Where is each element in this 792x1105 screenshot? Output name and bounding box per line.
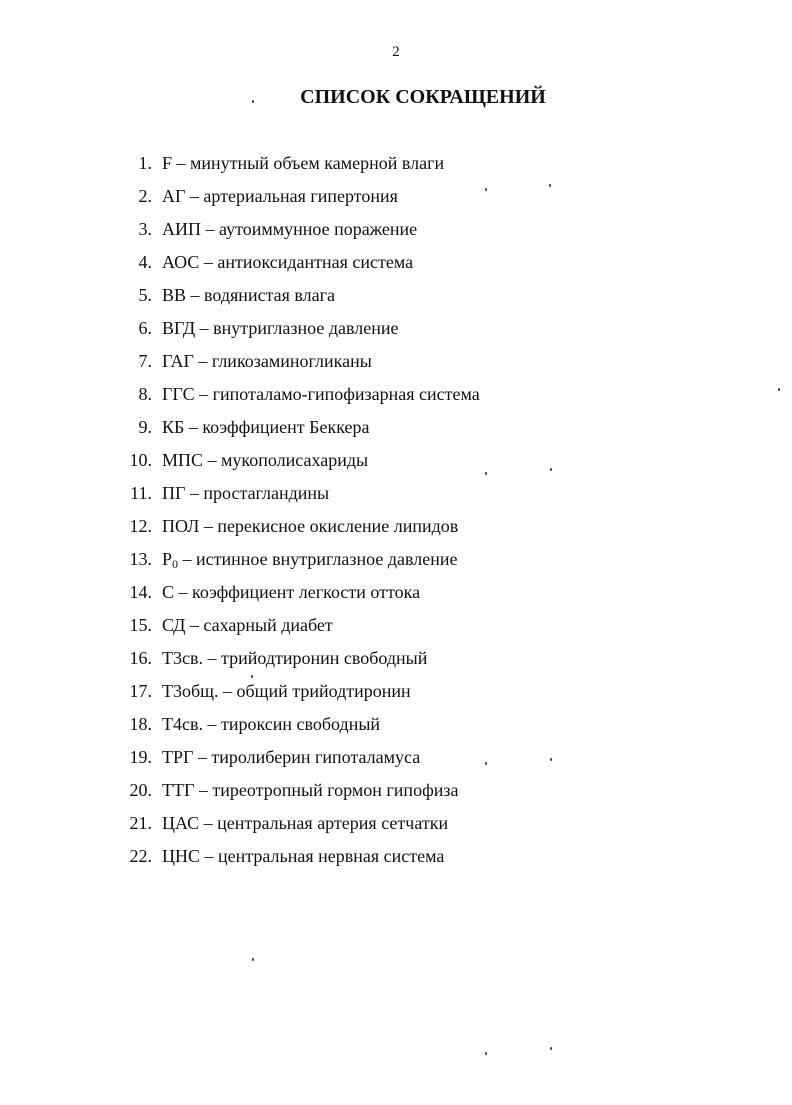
item-text (162, 774, 458, 807)
dash-separator: – (182, 549, 192, 569)
item-number: 6. (138, 318, 152, 338)
dash-separator: – (188, 417, 198, 437)
item-text (162, 312, 399, 345)
item-number: 3. (138, 219, 152, 239)
page-title: СПИСОК СОКРАЩЕНИЙ (300, 86, 546, 108)
abbreviation-subscript: 0 (172, 557, 179, 571)
dash-separator: – (223, 681, 233, 701)
abbreviation: АГ (162, 186, 186, 206)
scan-speck (778, 388, 780, 391)
abbreviation: ВВ (162, 285, 187, 305)
abbreviation: АИП (162, 219, 201, 239)
item-number: 5. (138, 285, 152, 305)
abbreviation: ГГС (162, 384, 195, 404)
dash-separator: – (178, 582, 188, 602)
dash-separator: – (198, 780, 208, 800)
definition: тиреотропный гормон гипофиза (212, 780, 459, 800)
abbreviation: ТТГ (162, 780, 195, 800)
definition: антиоксидантная система (217, 252, 414, 272)
item-number: 4. (138, 252, 152, 272)
item-text (162, 675, 411, 708)
item-text (162, 213, 417, 246)
item-number: 2. (138, 186, 152, 206)
abbreviation: КБ (162, 417, 185, 437)
definition: истинное внутриглазное давление (196, 549, 458, 569)
item-number: 11. (130, 483, 152, 503)
definition: водянистая влага (204, 285, 336, 305)
abbreviation: ТРГ (162, 747, 194, 767)
scan-speck (485, 762, 487, 765)
definition: коэффициент Беккера (202, 417, 370, 437)
abbreviation: С (162, 582, 175, 602)
item-number: 21. (129, 813, 152, 833)
abbreviation: ВГД (162, 318, 196, 338)
abbreviation: ГАГ (162, 351, 194, 371)
scan-speck (252, 100, 254, 103)
scan-speck (251, 675, 253, 678)
dash-separator: – (207, 450, 217, 470)
dash-separator: – (203, 252, 213, 272)
item-number: 20. (129, 780, 152, 800)
item-number: 19. (129, 747, 152, 767)
item-text (162, 378, 480, 411)
item-number: 12. (129, 516, 152, 536)
definition: гипоталамо-гипофизарная система (212, 384, 480, 404)
scan-speck (550, 468, 552, 471)
item-number: 18. (129, 714, 152, 734)
dash-separator: – (189, 615, 199, 635)
definition: сахарный диабет (203, 615, 333, 635)
item-text (162, 411, 369, 444)
item-text (162, 807, 448, 840)
definition: общий трийодтиронин (236, 681, 411, 701)
item-text (162, 180, 398, 213)
item-text (162, 345, 372, 378)
item-number: 17. (129, 681, 152, 701)
item-number: 15. (129, 615, 152, 635)
item-text (162, 147, 444, 180)
dash-separator: – (205, 219, 215, 239)
dash-separator: – (199, 384, 209, 404)
item-number: 7. (138, 351, 152, 371)
dash-separator: – (207, 648, 217, 668)
item-text (162, 642, 427, 675)
item-text (162, 576, 420, 609)
scan-speck (485, 472, 487, 475)
abbreviation: ЦНС (162, 846, 201, 866)
abbreviation: МПС (162, 450, 204, 470)
definition: простагландины (203, 483, 330, 503)
item-text (162, 444, 368, 477)
item-number: 16. (129, 648, 152, 668)
item-text (162, 279, 335, 312)
item-text (162, 543, 458, 576)
dash-separator: – (203, 516, 213, 536)
item-number: 8. (138, 384, 152, 404)
dash-separator: – (189, 483, 199, 503)
scan-speck (550, 1047, 552, 1050)
item-number: 10. (129, 450, 152, 470)
item-text (162, 741, 420, 774)
abbreviation: АОС (162, 252, 200, 272)
abbreviation: P (162, 549, 173, 569)
scan-speck (252, 958, 254, 961)
definition: перекисное окисление липидов (217, 516, 459, 536)
scan-speck (485, 188, 487, 191)
dash-separator: – (199, 318, 209, 338)
definition: тиролиберин гипоталамуса (211, 747, 421, 767)
item-text (162, 477, 329, 510)
definition: центральная нервная система (218, 846, 445, 866)
abbreviation: ЦАС (162, 813, 200, 833)
definition: трийодтиронин свободный (220, 648, 428, 668)
abbreviation: Т3общ. (162, 681, 219, 701)
dash-separator: – (176, 153, 186, 173)
item-number: 14. (129, 582, 152, 602)
definition: минутный объем камерной влаги (190, 153, 445, 173)
abbreviation: ПГ (162, 483, 186, 503)
item-number: 9. (138, 417, 152, 437)
page-number: 2 (392, 44, 400, 60)
abbreviation: Т3св. (162, 648, 203, 668)
dash-separator: – (204, 846, 214, 866)
definition: гликозаминогликаны (211, 351, 372, 371)
definition: мукополисахариды (221, 450, 369, 470)
item-number: 13. (129, 549, 152, 569)
scan-speck (485, 1052, 487, 1055)
dash-separator: – (197, 747, 207, 767)
definition: артериальная гипертония (203, 186, 398, 206)
abbreviation: F (162, 153, 173, 173)
abbreviation: СД (162, 615, 186, 635)
dash-separator: – (198, 351, 208, 371)
scan-speck (549, 184, 551, 187)
item-text (162, 840, 444, 873)
dash-separator: – (207, 714, 217, 734)
item-number: 22. (129, 846, 152, 866)
definition: аутоиммунное поражение (219, 219, 418, 239)
item-number: 1. (138, 153, 152, 173)
definition: внутриглазное давление (213, 318, 399, 338)
item-text (162, 246, 413, 279)
dash-separator: – (203, 813, 213, 833)
dash-separator: – (189, 186, 199, 206)
definition: коэффициент легкости оттока (192, 582, 421, 602)
scan-speck (550, 758, 552, 761)
item-text (162, 609, 333, 642)
item-text (162, 510, 458, 543)
definition: тироксин свободный (220, 714, 381, 734)
abbreviation: Т4св. (162, 714, 203, 734)
dash-separator: – (190, 285, 200, 305)
abbreviation: ПОЛ (162, 516, 200, 536)
definition: центральная артерия сетчатки (217, 813, 449, 833)
item-text (162, 708, 380, 741)
